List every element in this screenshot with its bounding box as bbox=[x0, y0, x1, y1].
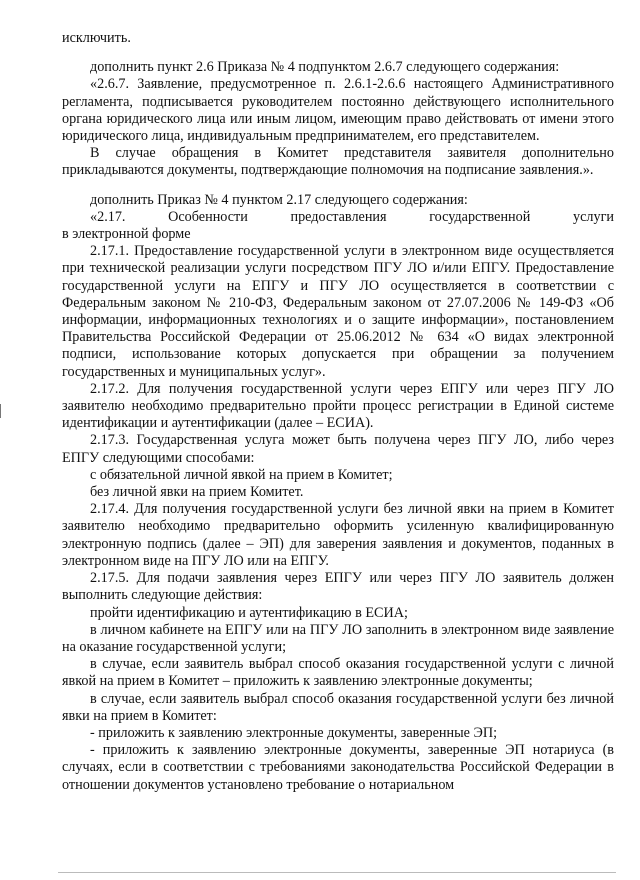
heading-word: услуги bbox=[573, 208, 614, 225]
section-heading-continuation: в электронной форме bbox=[62, 226, 191, 243]
list-item-with-visit-attach: в случае, если заявитель выбрал способ оказания государственной услуги с личной явкой на прием в Комитет – приложить к заявлению электронные документы; bbox=[62, 656, 614, 690]
list-item-without-visit: без личной явки на прием Комитет. bbox=[90, 484, 304, 501]
scan-edge-mark bbox=[0, 404, 4, 418]
paragraph-amend-2-17: дополнить Приказ № 4 пунктом 2.17 следующего содержания: bbox=[90, 191, 468, 208]
paragraph-2-17-2: 2.17.2. Для получения государственной услуги через ЕПГУ или через ПГУ ЛО заявителю необходимо предварительно пройти процесс регистрации в Единой системе идентификации и аутентификации (далее – ЕСИА). bbox=[62, 380, 614, 432]
heading-word: «2.17. bbox=[90, 208, 126, 225]
page-bottom-edge bbox=[58, 872, 616, 873]
paragraph-2-17-1: 2.17.1. Предоставление государственной услуги в электронном виде осуществляется при технической реализации услуги посредством ПГУ ЛО и/или ЕПГУ. Предоставление государственной услуги на ЕПГУ и ПГУ ЛО осуществляется в соответствии с Федеральным законом № 210-ФЗ, Федеральным законом от 27.07.2006 № 149-ФЗ «Об информации, информационных технологиях и о защите информации», постановлением Правительства Российской Федерации от 25.06.2012 № 634 «О видах электронной подписи, использование которых допускается при обращении за получением государственных и муниципальных услуг». bbox=[62, 243, 614, 380]
heading-word: предоставления bbox=[290, 208, 387, 225]
paragraph-amend-2-6: дополнить пункт 2.6 Приказа № 4 подпунктом 2.6.7 следующего содержания: bbox=[90, 59, 560, 76]
heading-word: государственной bbox=[429, 208, 531, 225]
list-item-identification: пройти идентификацию и аутентификацию в ЕСИА; bbox=[90, 604, 408, 621]
list-item-fill-application: в личном кабинете на ЕПГУ или на ПГУ ЛО заполнить в электронном виде заявление на оказание государственной услуги; bbox=[62, 621, 614, 655]
section-heading-2-17 bbox=[62, 209, 614, 226]
paragraph-exclude: исключить. bbox=[62, 30, 131, 46]
list-item-without-visit-case: в случае, если заявитель выбрал способ оказания государственной услуги без личной явки на прием в Комитет: bbox=[62, 690, 614, 724]
list-item-with-visit: с обязательной личной явкой на прием в Комитет; bbox=[90, 466, 393, 483]
document-body bbox=[62, 30, 614, 794]
paragraph-representative: В случае обращения в Комитет представителя заявителя дополнительно прикладываются документы, подтверждающие полномочия на подписание заявления.». bbox=[62, 145, 614, 179]
paragraph-2-17-5: 2.17.5. Для подачи заявления через ЕПГУ или через ПГУ ЛО заявитель должен выполнить следующие действия: bbox=[62, 570, 614, 604]
paragraph-2-6-7: «2.6.7. Заявление, предусмотренное п. 2.6.1-2.6.6 настоящего Административного регламента, подписывается руководителем постоянно действующего исполнительного органа юридического лица или иным лицом, имеющим право действовать от имени этого юридического лица, индивидуальным предпринимателем, его представителем. bbox=[62, 76, 614, 145]
heading-word: Особенности bbox=[168, 208, 248, 225]
list-item-attach-notary: - приложить к заявлению электронные документы, заверенные ЭП нотариуса (в случаях, если в соответствии с требованиями законодательства Российской Федерации в отношении документов установлено требование о нотариальном bbox=[62, 742, 614, 793]
list-item-attach-signed: - приложить к заявлению электронные документы, заверенные ЭП; bbox=[90, 724, 498, 741]
paragraph-2-17-3: 2.17.3. Государственная услуга может быть получена через ПГУ ЛО, либо через ЕПГУ следующими способами: bbox=[62, 432, 614, 466]
paragraph-2-17-4: 2.17.4. Для получения государственной услуги без личной явки на прием в Комитет заявителю необходимо предварительно оформить усиленную квалифицированную электронную подпись (далее – ЭП) для заверения заявления и документов, поданных в электронном виде на ПГУ ЛО или на ЕПГУ. bbox=[62, 501, 614, 569]
